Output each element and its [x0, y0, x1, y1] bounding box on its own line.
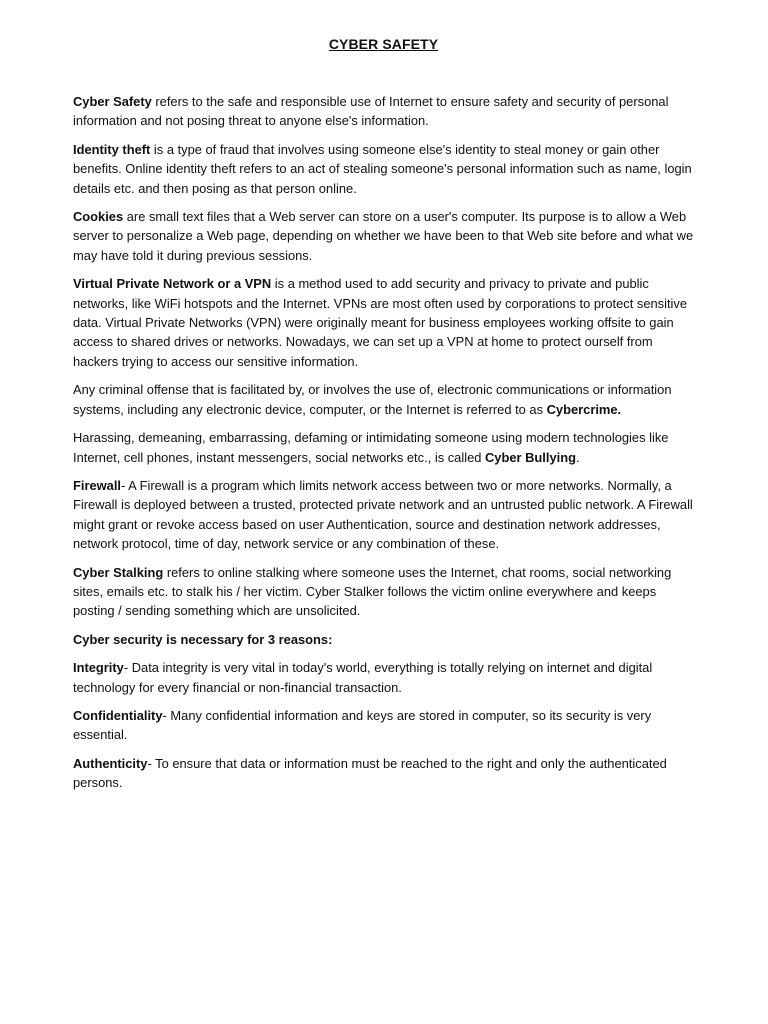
- term-cybercrime: Cybercrime.: [546, 401, 622, 417]
- definition-text: Any criminal offense that is facilitated by, or involves the use of, electronic communications or information systems, including any electronic device, computer, or the Internet is referred to as: [73, 382, 672, 417]
- paragraph-cyber-stalking: [73, 563, 694, 621]
- term-cyber-stalking: Cyber Stalking: [73, 564, 164, 580]
- term-cyber-safety: Cyber Safety: [73, 94, 152, 109]
- definition-text: - Many confidential information and keys are stored in computer, so its security is very essential.: [73, 707, 652, 743]
- reasons-heading: Cyber security is necessary for 3 reasons:: [73, 631, 333, 647]
- paragraph-cyber-safety: [73, 92, 694, 131]
- paragraph-reasons-heading: [73, 630, 694, 649]
- definition-text: are small text files that a Web server can store on a user's computer. Its purpose is to allow a Web server to personalize a Web page, depending on whether we have been to that Web site before and what we may have told it during previous sessions.: [73, 209, 694, 263]
- definition-text: - A Firewall is a program which limits network access between two or more networks. Normally, a Firewall is deployed between a trusted, protected private network and an untrusted public network. A Firewall might grant or revoke access based on user Authentication, source and destination network addresses, network protocol, time of day, network service or any combination of these.: [73, 477, 693, 552]
- term-firewall: Firewall: [73, 477, 122, 493]
- trailing-punctuation: .: [575, 449, 580, 465]
- paragraph-cyber-bullying: [73, 428, 694, 467]
- term-cookies: Cookies: [73, 209, 124, 225]
- definition-text: is a type of fraud that involves using someone else's identity to steal money or gain other benefits. Online identity theft refers to an act of stealing someone's personal information such as name, login details etc. and then posing as that person online.: [73, 141, 692, 196]
- paragraph-cybercrime: [73, 380, 694, 419]
- definition-text: refers to online stalking where someone uses the Internet, chat rooms, social networking sites, emails etc. to stalk his / her victim. Cyber Stalker follows the victim online everywhere and keeps posting / sending something which are unsolicited.: [73, 564, 672, 619]
- definition-text: refers to the safe and responsible use of Internet to ensure safety and security of personal information and not posing threat to anyone else's information.: [73, 94, 669, 129]
- paragraph-confidentiality: [73, 706, 694, 745]
- paragraph-integrity: [73, 658, 694, 697]
- page-title: CYBER SAFETY: [328, 36, 439, 52]
- definition-text: - To ensure that data or information must be reached to the right and only the authenticated persons.: [73, 755, 667, 791]
- paragraph-firewall: [73, 476, 694, 554]
- paragraph-authenticity: [73, 754, 694, 793]
- term-integrity: Integrity: [73, 660, 124, 676]
- term-cyber-bullying: Cyber Bullying: [484, 449, 576, 465]
- definition-text: is a method used to add security and privacy to private and public networks, like WiFi hotspots and the Internet. VPNs are most often used by corporations to protect sensitive data. Virtual Private Networks (VPN) were originally meant for business employees working offsite to gain access to shared drives or networks. Nowadays, we can set up a VPN at home to protect ourself from hackers trying to access our sensitive information.: [73, 276, 688, 369]
- definition-text: Harassing, demeaning, embarrassing, defaming or intimidating someone using modern technologies like Internet, cell phones, instant messengers, social networks etc., is called: [73, 430, 669, 465]
- term-vpn: Virtual Private Network or a VPN: [73, 276, 272, 292]
- term-authenticity: Authenticity: [73, 755, 148, 771]
- term-confidentiality: Confidentiality: [73, 707, 163, 723]
- paragraph-vpn: [73, 274, 694, 371]
- definition-text: - Data integrity is very vital in today's world, everything is totally relying on internet and digital technology for every financial or non-financial transaction.: [73, 660, 653, 695]
- term-identity-theft: Identity theft: [73, 141, 151, 157]
- paragraph-identity-theft: [73, 140, 694, 198]
- paragraph-cookies: [73, 207, 694, 265]
